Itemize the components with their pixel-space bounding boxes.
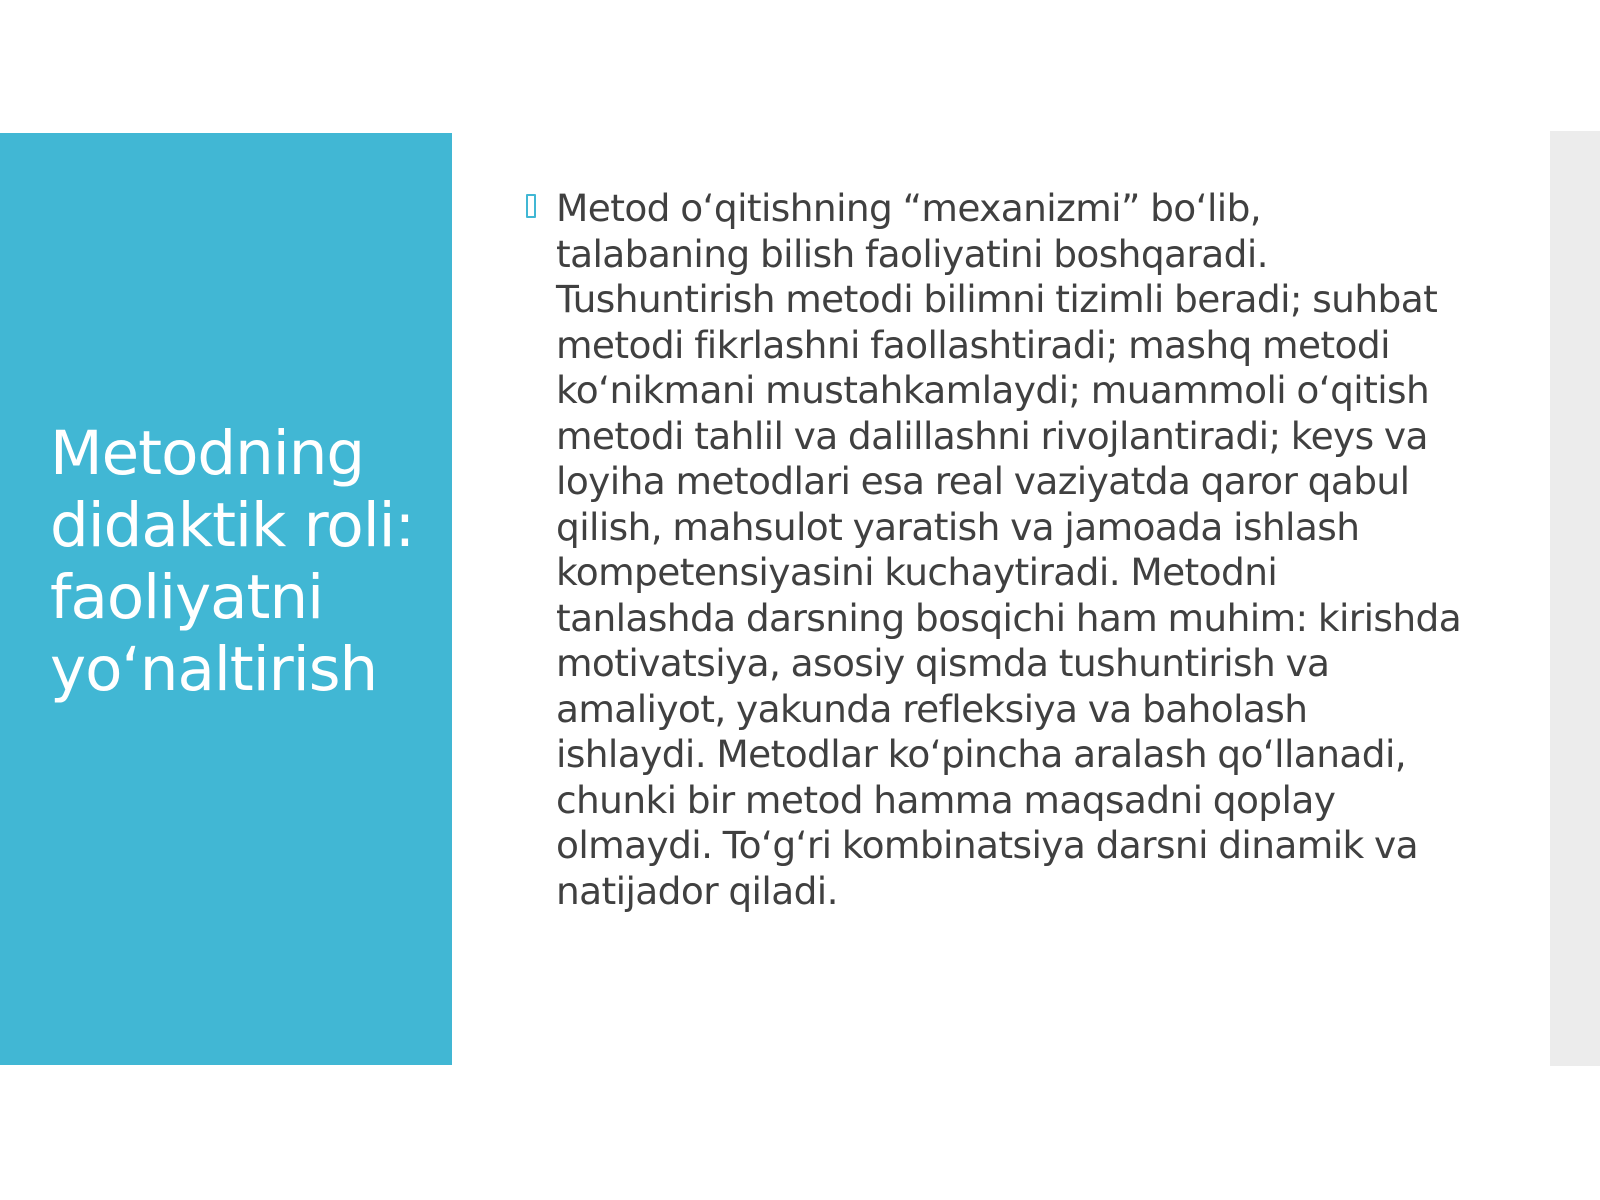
side-strip — [1550, 131, 1600, 1066]
slide-title: Metodning didaktik roli: faoliyatni yo‘naltirish — [50, 418, 415, 705]
bullet-icon — [526, 194, 536, 218]
bullet-item — [518, 186, 1463, 914]
bullet-text: Metod o‘qitishning “mexanizmi” bo‘lib, talabaning bilish faoliyatini boshqaradi. Tushuntirish metodi bilimni tizimli beradi; suhbat metodi fikrlashni faollashtiradi; mashq metodi ko‘nikmani mustahkamlaydi; muammoli o‘qitish metodi tahlil va dalillashni rivojlantiradi; keys va loyiha metodlari esa real vaziyatda qaror qabul qilish, mahsulot yaratish va jamoada ishlash kompetensiyasini kuchaytiradi. Metodni tanlashda darsning bosqichi ham muhim: kirishda motivatsiya, asosiy qismda tushuntirish va amaliyot, yakunda refleksiya va baholash ishlaydi. Metodlar ko‘pincha aralash qo‘llanadi, chunki bir metod hamma maqsadni qoplay olmaydi. To‘g‘ri kombinatsiya darsni dinamik va natijador qiladi. — [556, 186, 1462, 913]
content-area — [518, 186, 1463, 914]
